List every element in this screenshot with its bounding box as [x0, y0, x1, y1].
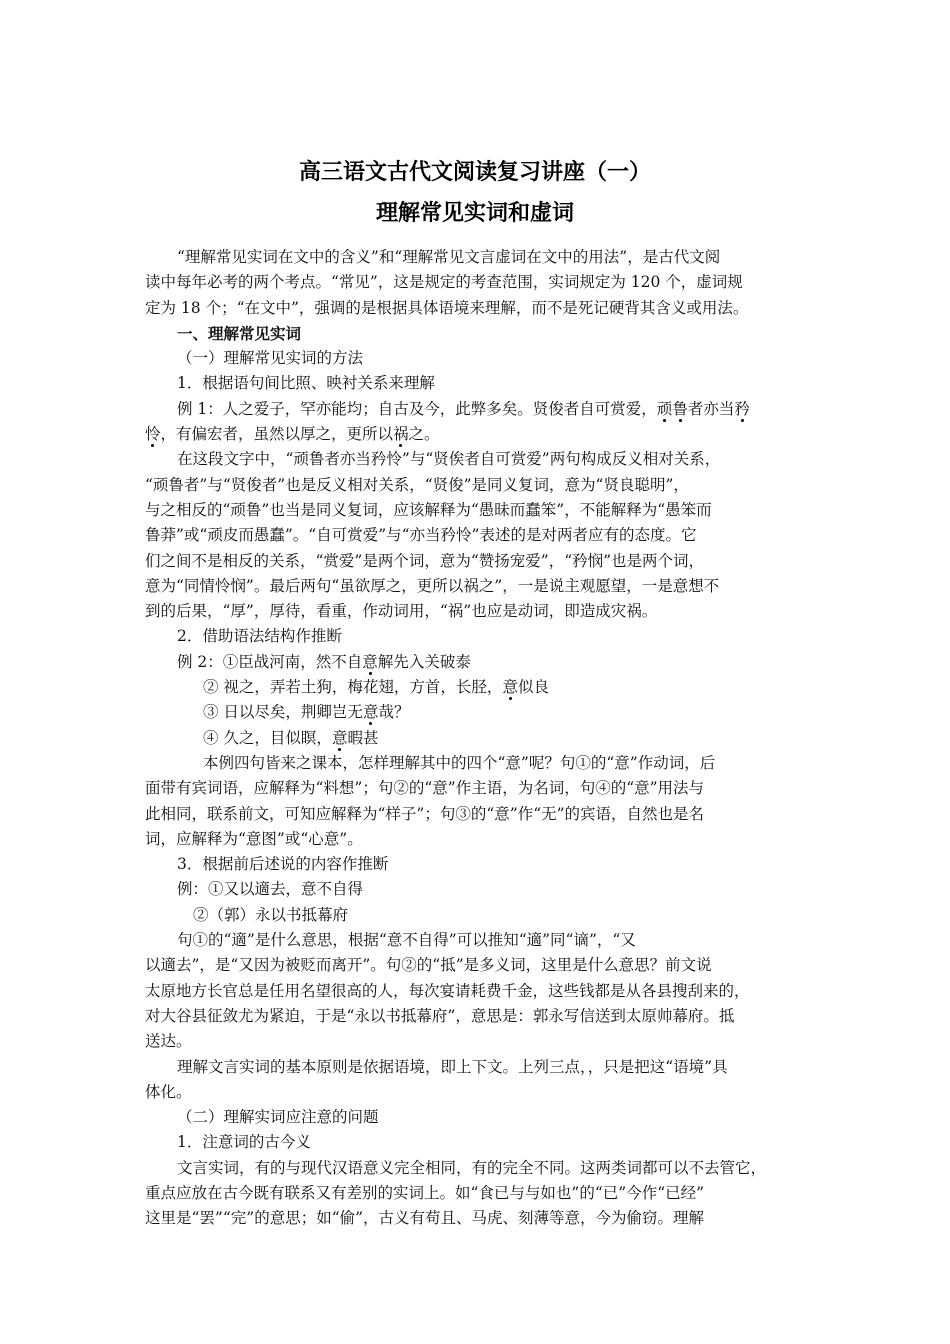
example-line: [145, 422, 810, 447]
example-line: [145, 700, 810, 725]
method-heading: 1．根据语句间比照、映衬关系来理解: [177, 374, 435, 393]
subsection-heading: （一）理解常见实词的方法: [177, 349, 364, 368]
paragraph-line: 这里是“罢”“完”的意思；如“偷”，古义有苟且、马虎、刻薄等意，今为偷窃。理解: [145, 1209, 705, 1228]
paragraph-line: 到的后果，“厚”，厚待，看重，作动词用，“祸”也应是动词，即造成灾祸。: [145, 602, 658, 621]
paragraph-line: 面带有宾词语，应解释为“料想”；句②的“意”作主语，为名词，句④的“意”用法与: [145, 779, 705, 798]
method-heading: 2．借助语法结构作推断: [177, 627, 342, 646]
emphasis-char: 意: [502, 678, 518, 697]
example-text: 暇甚: [347, 728, 379, 747]
paragraph-line: 句①的“適”是什么意思，根据“意不自得”可以推知“適”同“谪”，“又: [177, 931, 636, 950]
section-heading: 一、理解常见实词: [177, 323, 302, 343]
emphasis-char: 鲁: [672, 399, 688, 418]
paragraph-line: 们之间不是相反的关系，“赏爱”是两个词，意为“赞扬宠爱”，“矜悯”也是两个词，: [145, 551, 705, 570]
paragraph-line: 理解文言实词的基本原则是依据语境，即上下文。上列三点，，只是把这“语境”具: [177, 1057, 728, 1076]
paragraph-line: 定为 18 个；“在文中”，强调的是根据具体语境来理解，而不是死记硬背其含义或用法。: [145, 298, 749, 317]
paragraph-line: 读中每年必考的两个考点。“常见”，这是规定的考查范围，实词规定为 120 个，虚词规: [145, 273, 743, 292]
emphasis-char: 意: [362, 703, 379, 722]
paragraph-line: 此相同，联系前文，可知应解释为“样子”；句③的“意”作“无”的宾语，自然也是名: [145, 804, 705, 823]
emphasis-char: 矜: [734, 399, 750, 418]
example-line: [145, 397, 810, 422]
example-text: 哉？: [378, 703, 410, 722]
example-text: 之。: [408, 425, 440, 444]
example-text: 似良: [517, 678, 549, 697]
paragraph-line: 词，应解释为“意图”或“心意”。: [145, 829, 363, 848]
example-text: 解先入关破泰: [377, 652, 471, 671]
emphasis-char: 意: [331, 728, 348, 747]
paragraph-line: 文言实词，有的与现代汉语意义完全相同，有的完全不同。这两类词都可以不去管它，: [177, 1158, 767, 1177]
method-heading: 3．根据前后述说的内容作推断: [177, 855, 389, 874]
example-text: ，有偏宏者，虽然以厚之，更所以: [160, 425, 394, 444]
emphasis-char: 祸: [393, 425, 409, 444]
example-line: 例：①又以適去，意不自得: [177, 880, 364, 899]
paragraph-line: 体化。: [145, 1082, 192, 1101]
paragraph-line: 鲁莽”或“顽皮而愚蠢”。“自可赏爱”与“亦当矜怜”表述的是对两者应有的态度。它: [145, 526, 697, 545]
example-line: [145, 726, 810, 751]
paragraph-line: “顽鲁者”与“贤俊者”也是反义相对关系，“贤俊”是同义复词，意为“贤良聪明”，: [145, 475, 689, 494]
paragraph-line: 意为“同情怜悯”。最后两句“虽欲厚之，更所以祸之”，一是说主观愿望，一是意想不: [145, 576, 720, 595]
paragraph-line: 本例四句皆来之课本，怎样理解其中的四个“意”呢？句①的“意”作动词，后: [203, 753, 716, 772]
paragraph-line: “理解常见实词在文中的含义”和“理解常见文言虚词在文中的用法”，是古代文阅: [177, 248, 721, 266]
subsection-heading: （二）理解实词应注意的问题: [177, 1108, 379, 1127]
paragraph-line: 太原地方长官总是任用名望很高的人，每次宴请耗费千金，这些钱都是从各县搜刮来的，: [145, 981, 750, 1000]
paragraph-line: 以適去”，是“又因为被贬而离开”。句②的“抵”是多义词，这里是什么意思？前文说: [145, 956, 712, 975]
example-line: [145, 675, 810, 700]
paragraph-line: 送达。: [145, 1032, 192, 1051]
paragraph-line: 重点应放在古今既有联系又有差别的实词上。如“食已与与如也”的“已”今作“已经”: [145, 1183, 705, 1202]
example-text: 例 2：①臣战河南，然不自: [177, 652, 363, 671]
emphasis-char: 意: [362, 652, 378, 671]
paragraph-line: 与之相反的“顽鲁”也当是同义复词，应该解释为“愚昧而蠢笨”，不能解释为“愚笨而: [145, 500, 712, 519]
emphasis-char: 顽: [656, 399, 673, 418]
method-heading: 1．注意词的古今义: [177, 1133, 311, 1152]
document-title: 高三语文古代文阅读复习讲座（一）: [298, 160, 651, 185]
document-body: [145, 245, 810, 1232]
paragraph-line: 对大谷县征敛尤为紧迫，于是“永以书抵幕府”，意思是：郭永写信送到太原帅幕府。抵: [145, 1006, 735, 1025]
document-subtitle: 理解常见实词和虚词: [375, 201, 574, 226]
example-text: ② 视之，弄若土狗，梅花翅，方首，长胫，: [203, 678, 503, 697]
example-text: ③ 日以尽矣，荆卿岂无: [203, 703, 363, 722]
emphasis-char: 怜: [145, 425, 161, 444]
example-text: 者亦当: [687, 399, 735, 418]
example-text: 例 1：人之爱子，罕亦能均；自古及今，此弊多矣。贤俊者自可赏爱，: [177, 399, 657, 418]
example-text: ④ 久之，目似瞑，: [203, 728, 332, 747]
example-line: ②（郭）永以书抵幕府: [193, 905, 349, 924]
example-line: [145, 650, 810, 675]
paragraph-line: 在这段文字中，“顽鲁者亦当矜怜”与“贤俟者自可赏爱”两句构成反义相对关系，: [177, 450, 721, 469]
